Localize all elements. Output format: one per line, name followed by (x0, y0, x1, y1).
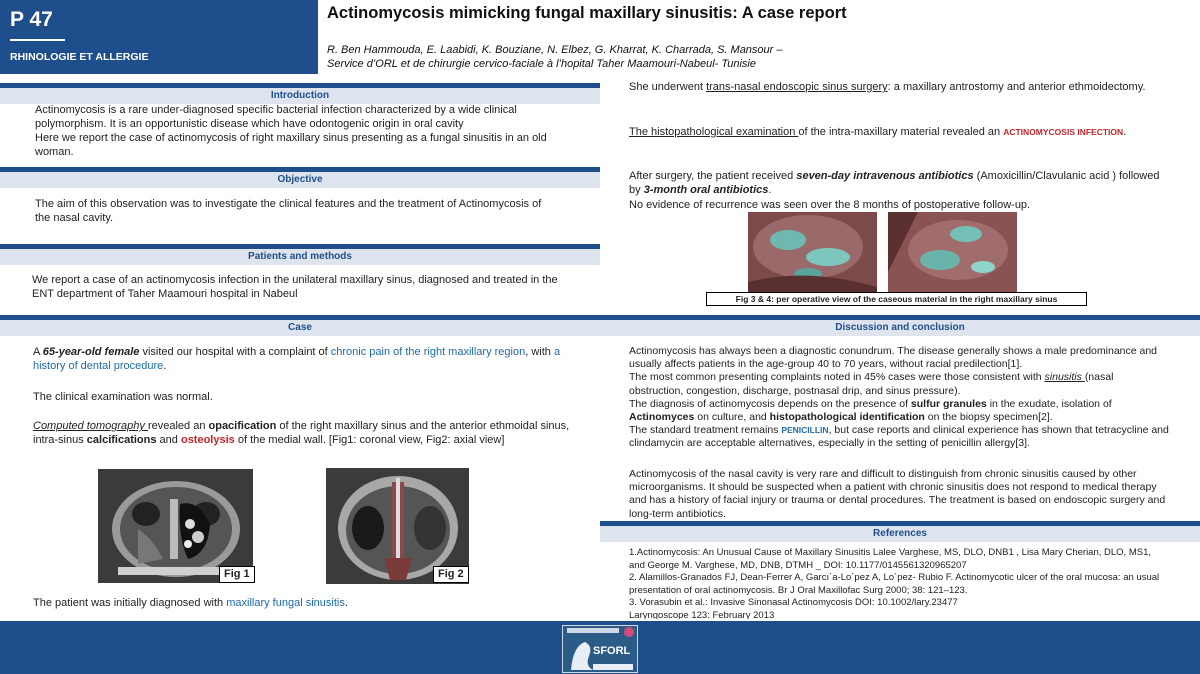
case-heading: Case (0, 315, 600, 336)
poster-topic: RHINOLOGIE ET ALLERGIE (10, 51, 149, 63)
discussion-heading: Discussion and conclusion (600, 315, 1200, 336)
surgery-paragraph: She underwent trans-nasal endoscopic sinus surgery: a maxillary antrostomy and anterior ethmoidectomy. (629, 81, 1146, 93)
case-paragraph-1: A 65-year-old female visited our hospital with a complaint of chronic pain of the right maxillary region, with a history of dental procedure. (33, 346, 561, 372)
endoscopic-drawing-3 (748, 212, 877, 292)
references-list (629, 547, 1169, 619)
congress-logo-drawing (563, 626, 638, 673)
logo-text: SFORL (593, 645, 631, 657)
case-paragraph-3: Computed tomography revealed an opacification of the right maxillary sinus and the anterior ethmoidal sinus, intra-sinus calcifications and osteolysis of the medial wall. [Fig1: coronal view, Fig2: axial view] (33, 420, 570, 446)
introduction-heading: Introduction (0, 83, 600, 104)
introduction-paragraph-2: Here we report the case of actinomycosis of right maxillary sinus presenting as a fungal sinusitis in an old woman. (35, 132, 547, 158)
badge-divider (10, 39, 65, 41)
histopathology-paragraph: The histopathological examination of the intra-maxillary material revealed an ACTINOMYCOSIS INFECTION. (629, 126, 1127, 138)
congress-logo (562, 625, 638, 673)
follow-up-paragraph: No evidence of recurrence was seen over the 8 months of postoperative follow-up. (629, 199, 1031, 211)
authors-line: R. Ben Hammouda, E. Laabidi, K. Bouziane, N. Elbez, G. Kharrat, K. Charrada, S. Mansour – (327, 44, 783, 56)
poster-number: P 47 (10, 8, 53, 31)
fig-1-label: Fig 1 (219, 566, 255, 583)
endoscopic-image-3 (748, 212, 877, 292)
reference-4: Laryngoscope 123: February 2013 (629, 609, 775, 619)
reference-1: 1.Actinomycosis: An Unusual Cause of Maxillary Sinusitis Lalee Varghese, MS, DLO, DNB1 , Lisa Mary Cherian, DLO, MS1, and George M. Varghese, MD, DNB, DTMH _ DOI: 10.1177/0145561320965207 (629, 547, 1152, 571)
objective-text: The aim of this observation was to investigate the clinical features and the treatment of Actinomycosis of the nasal cavity. (35, 198, 542, 224)
objective-heading: Objective (0, 167, 600, 188)
treatment-paragraph: After surgery, the patient received seven-day intravenous antibiotics (Amoxicillin/Clavulanic acid ) followed by 3-month oral antibiotics. (629, 170, 1160, 196)
fig-2-label: Fig 2 (433, 566, 469, 583)
references-heading: References (600, 521, 1200, 542)
endoscopic-image-4 (888, 212, 1017, 292)
affiliation-line: Service d’ORL et de chirurgie cervico-faciale à l’hopital Taher Maamouri-Nabeul- Tunisie (327, 58, 756, 70)
case-paragraph-4: The patient was initially diagnosed with maxillary fungal sinusitis. (33, 597, 348, 609)
introduction-paragraph-1: Actinomycosis is a rare under-diagnosed specific bacterial infection characterized by a wide clinical polymorphism. It is an opportunistic disease which have odontogenic origin in oral cavity (35, 104, 517, 130)
methods-text: We report a case of an actinomycosis infection in the unilateral maxillary sinus, diagnosed and treated in the ENT department of Taher Maamouri hospital in Nabeul (32, 274, 558, 300)
discussion-paragraph-1: Actinomycosis has always been a diagnostic conundrum. The disease generally shows a male predominance and usually affects patients in the age-group 40 to 70 years, without racial predilection[1]. The most common presenting complaints noted in 45% cases were those consistent with sinusitis (nasal obstruction, congestion, discharge, postnasal drip, and sinus pressure). The diagnosis of actinomycosis depends on the presence of sulfur granules in the exudate, isolation of Actinomyces on culture, and histopathological identification on the biopsy specimen[2]. The standard treatment remains PENICILLIN, but case reports and clinical experience has shown that tetracycline and clindamycin are acceptable alternatives, especially in the setting of penicillin allergy[3]. (629, 345, 1169, 450)
methods-heading: Patients and methods (0, 244, 600, 265)
reference-2: 2. Alamillos-Granados FJ, Dean-Ferrer A, Garcı´a-Lo´pez A, Lo´pez- Rubio F. Actinomycotic ulcer of the oral mucosa: an usual presentation of oral actinomycosis. Br J Oral Maxillofac Surg 2000; 38: 121–123. (629, 572, 1160, 596)
reference-3: 3. Vorasubin et al.: Invasive Sinonasal Actinomycosis DOI: 10.1002/lary.23477 (629, 597, 958, 608)
case-paragraph-2: The clinical examination was normal. (33, 391, 213, 403)
poster-title: Actinomycosis mimicking fungal maxillary sinusitis: A case report (327, 4, 847, 22)
authors-block (327, 43, 783, 71)
endoscopic-drawing-4 (888, 212, 1017, 292)
introduction-text (35, 103, 585, 159)
poster-badge (0, 0, 318, 74)
discussion-paragraph-2: Actinomycosis of the nasal cavity is very rare and difficult to distinguish from chronic sinusitis caused by other microorganisms. It should be suspected when a patient with chronic sinusitis does not respond to medical therapy and has a history of facial injury or trauma or dental procedures. The treatment is based on endoscopic surgery and long-term antibiotics. (629, 468, 1166, 520)
fig-3-4-caption: Fig 3 & 4: per operative view of the caseous material in the right maxillary sinus (706, 292, 1087, 306)
